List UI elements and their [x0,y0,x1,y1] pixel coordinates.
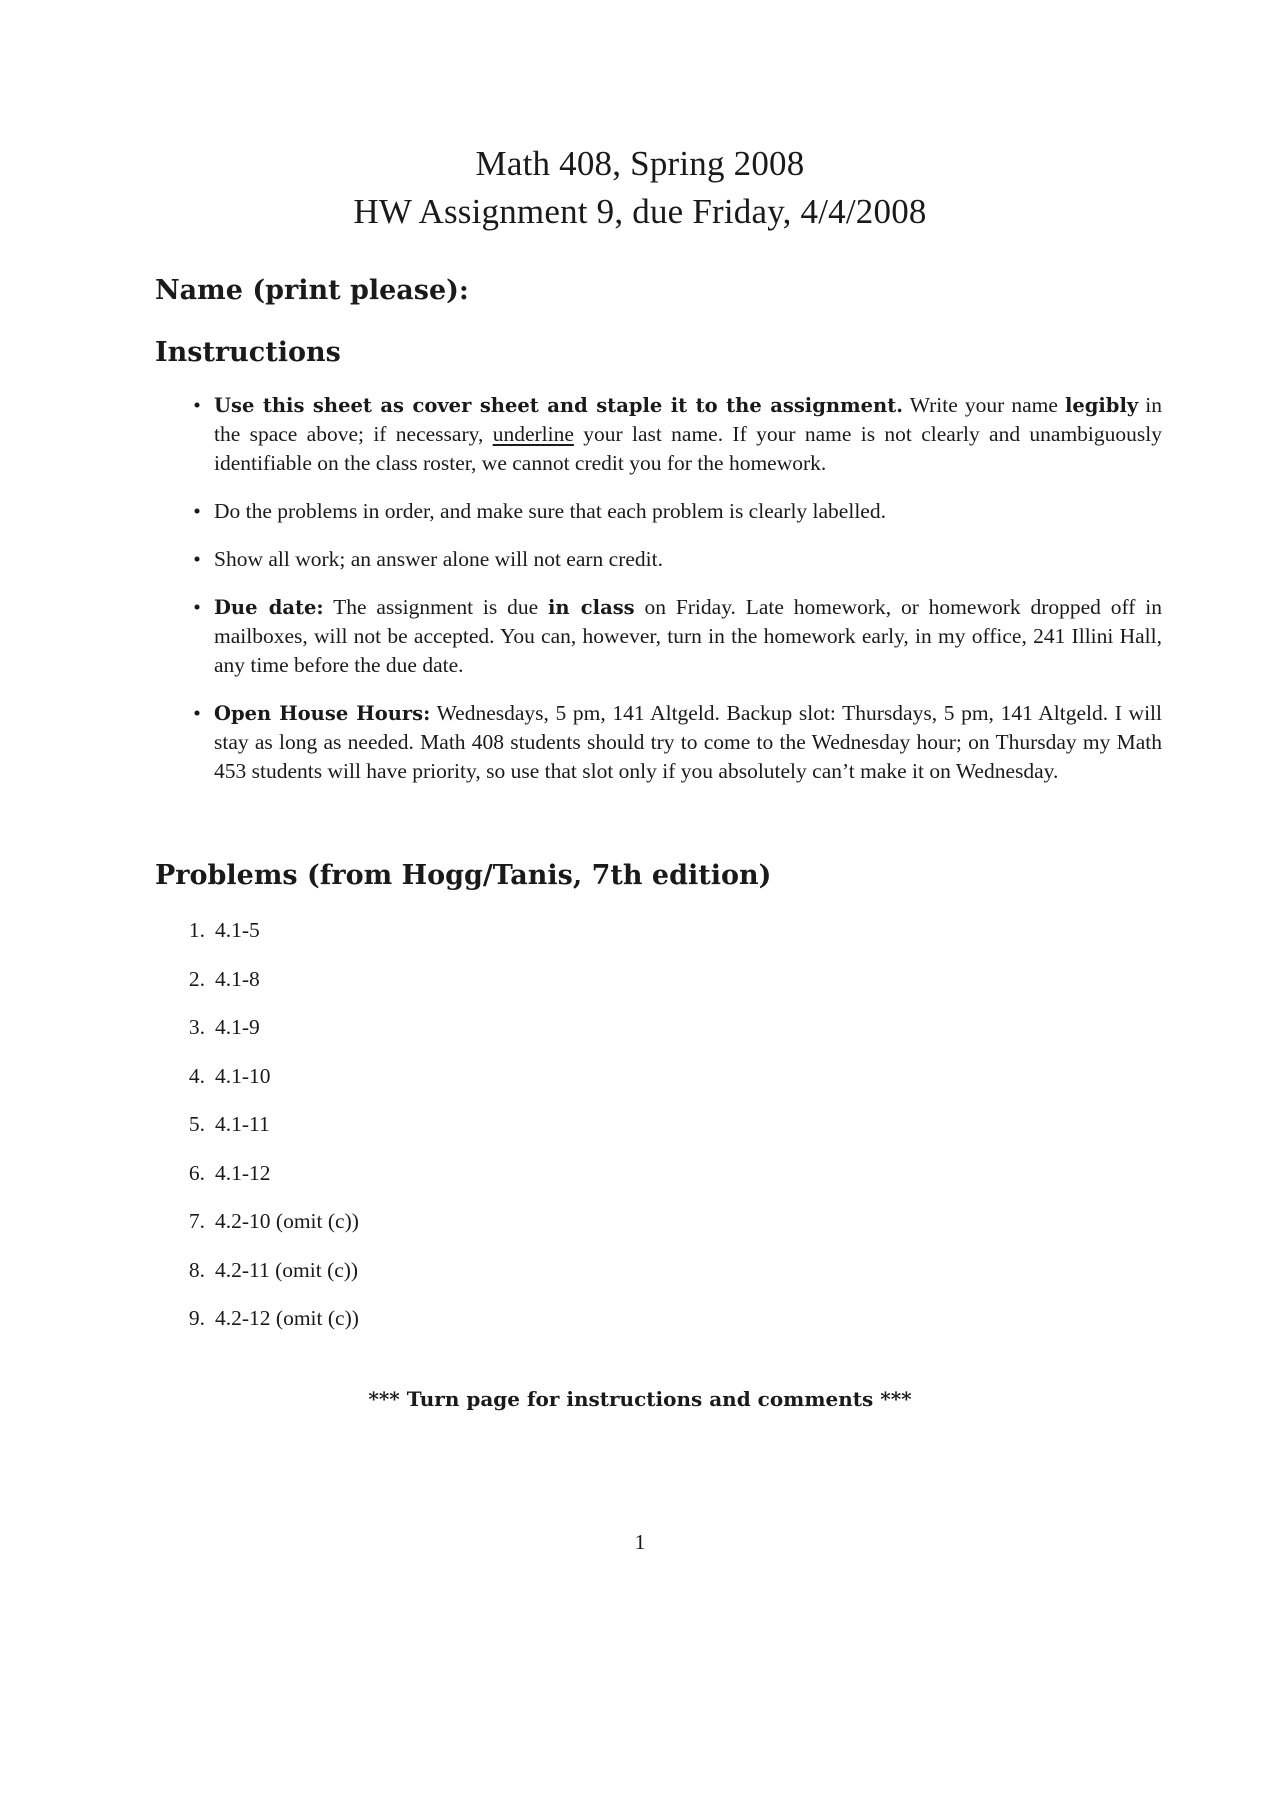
problem-number: 9. [188,1306,205,1330]
problem-item [170,916,359,945]
instruction-text: The assignment is due [323,595,548,619]
instructions-heading: Instructions [155,337,341,368]
problem-item [170,1062,359,1091]
problem-item [170,1159,359,1188]
instruction-text: your last name. If your name is not clearly and unambiguously identifiable on the class roster, we cannot credit you for the homework. [214,422,1162,475]
problem-item [170,1304,359,1333]
instruction-bold: Due date: [214,596,324,619]
instruction-text: Write your name [903,393,1065,417]
assignment-title: HW Assignment 9, due Friday, 4/4/2008 [353,192,927,231]
problem-number: 7. [188,1209,205,1233]
bullet-icon: • [193,547,201,571]
problem-item [170,1110,359,1139]
problem-number: 1. [188,918,205,942]
problem-number: 4. [188,1063,205,1088]
problem-text: 4.1-12 [215,1160,271,1185]
instruction-underlined: underline [492,422,574,446]
instruction-item [190,391,1162,478]
name-label: Name (print please): [155,275,469,306]
instruction-text: Wednesdays, 5 pm, 141 Altgeld. Backup slot: Thursdays, 5 pm, 141 Altgeld. I will stay as long as needed. Math 408 students should try to come to the Wednesday hour; on Thursday my Math 453 students will have priority, so use that slot only if you absolutely can’t make it on Wednesday. [214,701,1162,783]
problem-text: 4.2-10 (omit (c)) [215,1209,359,1233]
problem-number: 3. [188,1015,205,1039]
problem-text: 4.1-5 [215,918,260,942]
instruction-text: on Friday. Late homework, or homework dropped off in mailboxes, will not be accepted. You can, however, turn in the homework early, in my office, 241 Illini Hall, any time before the due date. [214,595,1162,677]
problem-number: 2. [188,966,205,991]
instruction-bold: Open House Hours: [214,702,431,725]
problem-text: 4.1-10 [215,1063,271,1088]
instruction-item [190,545,1162,574]
problem-item [170,1256,359,1285]
course-title: Math 408, Spring 2008 [475,144,805,183]
problem-number: 5. [188,1112,205,1136]
instruction-item [190,593,1162,680]
instruction-bold: in class [547,596,635,619]
problem-text: 4.2-11 (omit (c)) [215,1257,359,1282]
instruction-item [190,699,1162,786]
bullet-icon: • [193,595,201,619]
instruction-text: Show all work; an answer alone will not earn credit. [214,547,663,571]
bullet-icon: • [193,499,201,523]
instruction-text: in the space above; if necessary, [214,393,1162,446]
problem-item [170,965,359,994]
problem-text: 4.1-8 [215,966,260,991]
problem-text: 4.1-9 [215,1015,260,1039]
bullet-icon: • [193,701,201,725]
instructions-list [190,391,1162,805]
page-number: 1 [634,1530,646,1554]
problems-list [170,916,359,1353]
problem-number: 8. [188,1257,205,1282]
instruction-item [190,497,1162,526]
instruction-text: Do the problems in order, and make sure that each problem is clearly labelled. [214,499,886,523]
problem-item [170,1207,359,1236]
problem-item [170,1013,359,1042]
document-title [0,140,1280,236]
instruction-bold: legibly [1064,394,1139,417]
bullet-icon: • [193,393,201,417]
turn-page-note: *** Turn page for instructions and comments *** [368,1387,912,1411]
instruction-bold: Use this sheet as cover sheet and staple it to the assignment. [214,394,904,417]
problems-heading: Problems (from Hogg/Tanis, 7th edition) [155,860,772,891]
problem-text: 4.2-12 (omit (c)) [215,1306,359,1330]
problem-number: 6. [188,1160,205,1185]
problem-text: 4.1-11 [215,1112,270,1136]
